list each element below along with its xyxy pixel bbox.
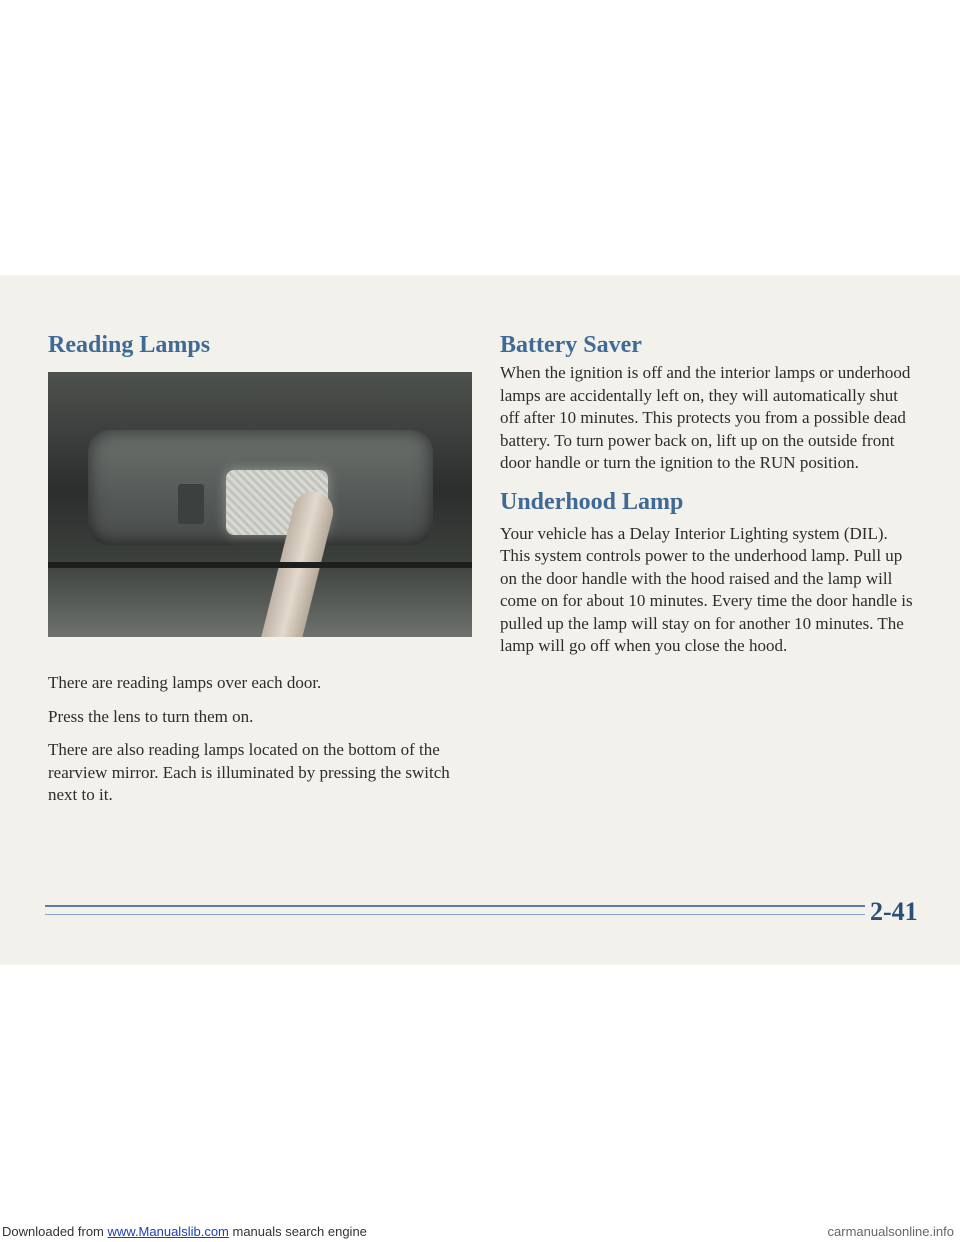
reading-lamps-paragraph: Press the lens to turn them on. <box>48 706 254 726</box>
headliner-trim <box>48 562 472 568</box>
page-rule-top <box>45 905 865 907</box>
download-note: Downloaded from www.Manualslib.com manuals search engine <box>2 1224 367 1239</box>
reading-lamps-body <box>48 672 478 818</box>
underhood-lamp-title: Underhood Lamp <box>500 488 684 515</box>
battery-saver-title: Battery Saver <box>500 332 642 358</box>
reading-lamps-title: Reading Lamps <box>48 332 211 358</box>
page-number: 2-41 <box>870 897 918 926</box>
page-rule-bottom <box>45 914 865 915</box>
download-footer <box>0 1222 960 1242</box>
reading-lamp-photo <box>48 372 472 637</box>
manualslib-link[interactable]: www.Manualslib.com <box>107 1224 229 1239</box>
battery-saver-text: When the ignition is off and the interior lamps or underhood lamps are accidentally left on, they will automatically shut off after 10 minutes. This protects you from a possible dead battery. To turn power back on, lift up on the outside front door handle or turn the ignition to the RUN position. <box>500 363 911 472</box>
right-column-body <box>500 362 915 658</box>
underhood-lamp-text: Your vehicle has a Delay Interior Lighting system (DIL). This system controls power to the underhood lamp. Pull up on the door handle with the hood raised and the lamp will come on for about 10 minutes. Every time the door handle is pulled up the lamp will stay on for another 10 minutes. The lamp will go off when you close the hood. <box>500 523 913 655</box>
watermark-text: carmanualsonline.info <box>827 1224 954 1239</box>
reading-lamps-paragraph: There are reading lamps over each door. <box>48 673 322 692</box>
reading-lamps-paragraph: There are also reading lamps located on the bottom of the rearview mirror. Each is illuminated by pressing the switch next to it. <box>48 740 450 804</box>
lamp-switch <box>178 484 204 524</box>
